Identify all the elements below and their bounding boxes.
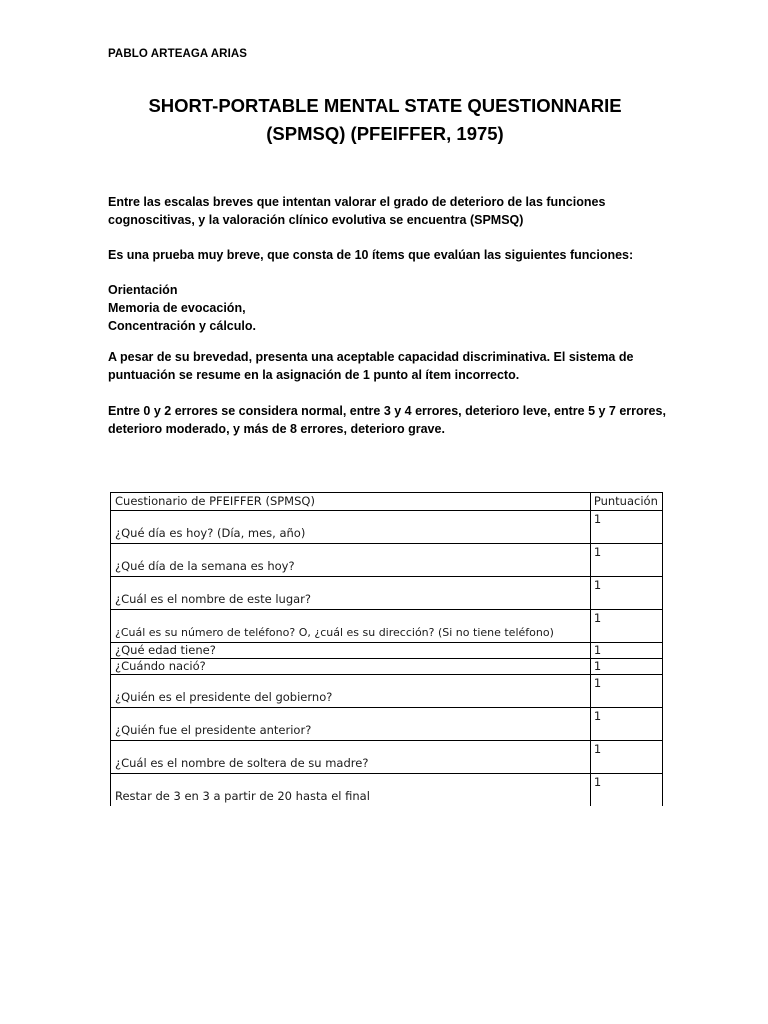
question-cell: ¿Cuándo nació? — [111, 659, 591, 675]
header-score-cell: Puntuación — [590, 493, 662, 511]
score-cell: 1 — [590, 643, 662, 659]
table-row — [111, 708, 663, 741]
header-question-cell: Cuestionario de PFEIFFER (SPMSQ) — [111, 493, 591, 511]
table-row — [111, 659, 663, 675]
question-cell: ¿Qué día de la semana es hoy? — [111, 544, 591, 577]
description-paragraph: Es una prueba muy breve, que consta de 10 ítems que evalúan las siguientes funciones: — [108, 248, 634, 262]
question-cell: Restar de 3 en 3 a partir de 20 hasta el final — [111, 774, 591, 807]
score-cell: 1 — [590, 708, 662, 741]
scoring-paragraph: A pesar de su brevedad, presenta una aceptable capacidad discriminativa. El sistema de puntuación se resume en la asignación de 1 punto al ítem incorrecto. — [108, 350, 634, 382]
question-cell: ¿Cuál es el nombre de soltera de su madre? — [111, 741, 591, 774]
table-row — [111, 741, 663, 774]
table-row — [111, 643, 663, 659]
question-cell: ¿Cuál es el nombre de este lugar? — [111, 577, 591, 610]
score-cell: 1 — [590, 610, 662, 643]
score-cell: 1 — [590, 659, 662, 675]
function-item: Memoria de evocación, — [108, 301, 246, 315]
score-cell: 1 — [590, 577, 662, 610]
document-title-line1: SHORT-PORTABLE MENTAL STATE QUESTIONNARIE — [148, 95, 622, 116]
score-cell: 1 — [590, 774, 662, 807]
score-cell: 1 — [590, 511, 662, 544]
table-row — [111, 577, 663, 610]
question-cell: ¿Qué edad tiene? — [111, 643, 591, 659]
function-item: Concentración y cálculo. — [108, 319, 256, 333]
function-item: Orientación — [108, 283, 178, 297]
intro-paragraph: Entre las escalas breves que intentan valorar el grado de deterioro de las funciones cognoscitivas, y la valoración clínico evolutiva se encuentra (SPMSQ) — [108, 195, 606, 227]
interpretation-paragraph: Entre 0 y 2 errores se considera normal, entre 3 y 4 errores, deterioro leve, entre 5 y 7 errores, deterioro moderado, y más de 8 errores, deterioro grave. — [108, 404, 666, 436]
pfeiffer-questionnaire-table — [110, 492, 663, 806]
author-name: PABLO ARTEAGA ARIAS — [108, 48, 248, 60]
question-cell: ¿Quién fue el presidente anterior? — [111, 708, 591, 741]
table-row — [111, 511, 663, 544]
question-cell: ¿Qué día es hoy? (Día, mes, año) — [111, 511, 591, 544]
table-header-row — [111, 493, 663, 511]
table-row — [111, 544, 663, 577]
functions-list — [108, 281, 668, 335]
document-title-line2: (SPMSQ) (PFEIFFER, 1975) — [266, 123, 504, 144]
score-cell: 1 — [590, 544, 662, 577]
table-row — [111, 610, 663, 643]
question-cell: ¿Cuál es su número de teléfono? O, ¿cuál es su dirección? (Si no tiene teléfono) — [111, 610, 591, 643]
table-row — [111, 774, 663, 807]
question-cell: ¿Quién es el presidente del gobierno? — [111, 675, 591, 708]
score-cell: 1 — [590, 675, 662, 708]
table-row — [111, 675, 663, 708]
score-cell: 1 — [590, 741, 662, 774]
